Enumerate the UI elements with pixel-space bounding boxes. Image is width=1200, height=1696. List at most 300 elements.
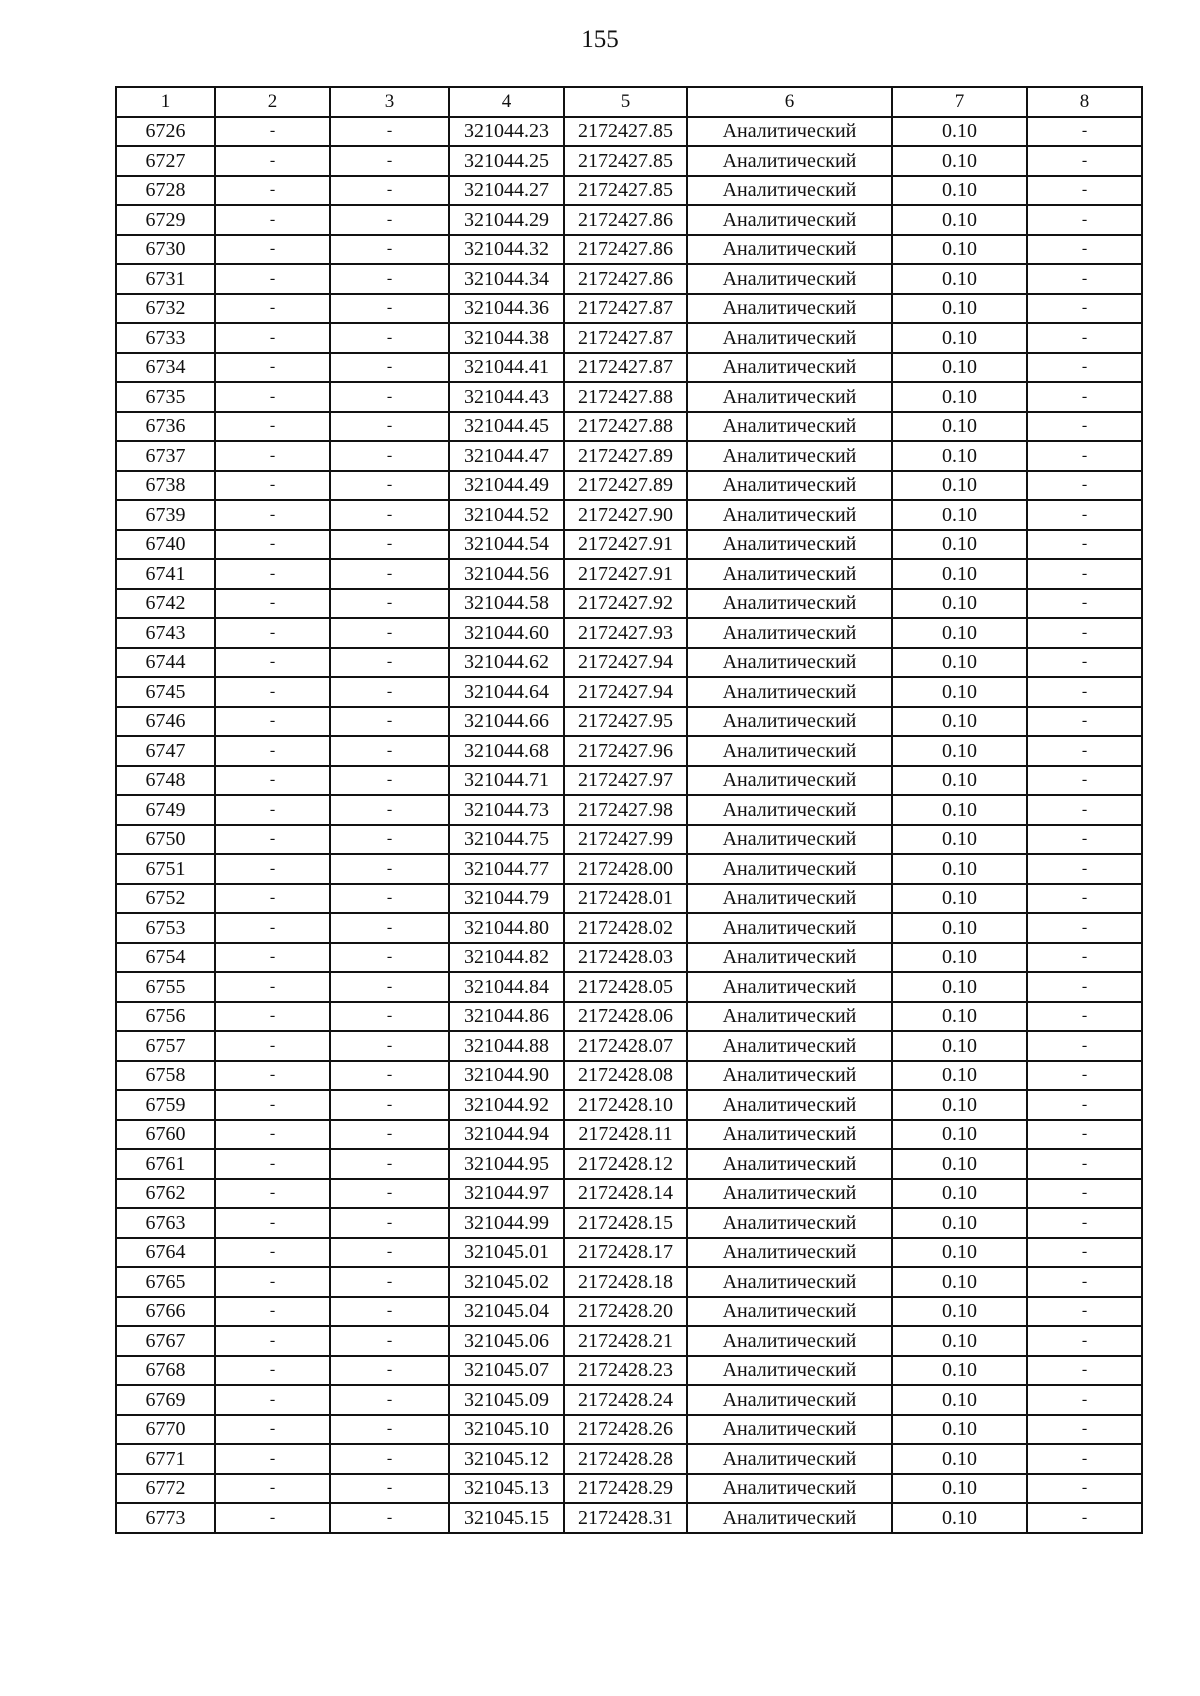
table-row [116, 618, 1142, 648]
table-cell: 2172427.94 [564, 648, 687, 678]
table-cell: 0.10 [892, 884, 1027, 914]
table-cell: - [215, 294, 330, 324]
table-cell: Аналитический [687, 1474, 892, 1504]
table-cell: 0.10 [892, 353, 1027, 383]
table-cell: 6742 [116, 589, 215, 619]
table-cell: - [1027, 1267, 1142, 1297]
column-header: 7 [892, 87, 1027, 117]
table-cell: 321044.82 [449, 943, 564, 973]
table-cell: - [1027, 441, 1142, 471]
table-cell: 2172427.97 [564, 766, 687, 796]
table-cell: Аналитический [687, 1503, 892, 1533]
table-cell: 321044.66 [449, 707, 564, 737]
table-cell: - [330, 1238, 449, 1268]
table-row [116, 1179, 1142, 1209]
table-cell: 0.10 [892, 648, 1027, 678]
table-cell: 2172427.87 [564, 353, 687, 383]
table-cell: 0.10 [892, 117, 1027, 147]
table-cell: - [215, 943, 330, 973]
table-cell: - [215, 441, 330, 471]
table-cell: 321044.92 [449, 1090, 564, 1120]
table-cell: 321044.36 [449, 294, 564, 324]
table-cell: 0.10 [892, 1356, 1027, 1386]
table-cell: 0.10 [892, 589, 1027, 619]
table-row [116, 1002, 1142, 1032]
table-cell: - [1027, 323, 1142, 353]
table-cell: - [1027, 707, 1142, 737]
table-cell: 321045.01 [449, 1238, 564, 1268]
table-row [116, 1061, 1142, 1091]
table-cell: - [330, 471, 449, 501]
table-cell: 0.10 [892, 1149, 1027, 1179]
table-row [116, 294, 1142, 324]
table-cell: 0.10 [892, 795, 1027, 825]
table-cell: 321045.02 [449, 1267, 564, 1297]
table-cell: 321045.10 [449, 1415, 564, 1445]
table-cell: 6745 [116, 677, 215, 707]
table-cell: 6734 [116, 353, 215, 383]
table-cell: - [215, 707, 330, 737]
table-cell: 2172428.17 [564, 1238, 687, 1268]
table-cell: - [330, 677, 449, 707]
table-cell: 2172427.89 [564, 441, 687, 471]
table-cell: - [215, 1503, 330, 1533]
table-cell: - [1027, 530, 1142, 560]
table-cell: 0.10 [892, 471, 1027, 501]
table-row [116, 205, 1142, 235]
table-cell: 2172428.15 [564, 1208, 687, 1238]
table-cell: 6728 [116, 176, 215, 206]
table-cell: - [330, 500, 449, 530]
table-cell: - [330, 1090, 449, 1120]
table-cell: - [1027, 884, 1142, 914]
table-cell: 321044.34 [449, 264, 564, 294]
table-cell: 321045.06 [449, 1326, 564, 1356]
table-cell: - [330, 441, 449, 471]
table-cell: 6761 [116, 1149, 215, 1179]
table-row [116, 972, 1142, 1002]
table-cell: 321044.38 [449, 323, 564, 353]
table-cell: - [330, 1474, 449, 1504]
table-body [116, 117, 1142, 1533]
table-cell: Аналитический [687, 353, 892, 383]
table-cell: - [215, 559, 330, 589]
table-cell: 0.10 [892, 264, 1027, 294]
table-cell: 321044.71 [449, 766, 564, 796]
table-cell: 2172428.14 [564, 1179, 687, 1209]
table-cell: Аналитический [687, 825, 892, 855]
table-row [116, 1385, 1142, 1415]
table-cell: - [1027, 1444, 1142, 1474]
table-cell: 6765 [116, 1267, 215, 1297]
table-cell: 2172427.90 [564, 500, 687, 530]
table-row [116, 1090, 1142, 1120]
table-cell: - [1027, 471, 1142, 501]
table-cell: - [330, 1120, 449, 1150]
column-header: 8 [1027, 87, 1142, 117]
table-cell: - [215, 176, 330, 206]
table-cell: Аналитический [687, 323, 892, 353]
table-row [116, 677, 1142, 707]
table-cell: - [1027, 1179, 1142, 1209]
table-cell: - [330, 1297, 449, 1327]
table-cell: 321044.45 [449, 412, 564, 442]
table-row [116, 500, 1142, 530]
table-cell: 6735 [116, 382, 215, 412]
table-cell: 0.10 [892, 146, 1027, 176]
table-cell: - [1027, 1385, 1142, 1415]
table-cell: - [1027, 1415, 1142, 1445]
table-cell: - [215, 618, 330, 648]
table-cell: 2172428.10 [564, 1090, 687, 1120]
table-cell: 6754 [116, 943, 215, 973]
table-row [116, 1120, 1142, 1150]
table-cell: 6755 [116, 972, 215, 1002]
column-header: 4 [449, 87, 564, 117]
table-cell: 2172427.93 [564, 618, 687, 648]
table-cell: 2172427.85 [564, 117, 687, 147]
table-row [116, 530, 1142, 560]
table-row [116, 382, 1142, 412]
table-cell: Аналитический [687, 1208, 892, 1238]
table-row [116, 1444, 1142, 1474]
table-cell: 321044.29 [449, 205, 564, 235]
table-cell: 6733 [116, 323, 215, 353]
table-cell: Аналитический [687, 412, 892, 442]
table-cell: - [215, 1061, 330, 1091]
table-cell: Аналитический [687, 766, 892, 796]
table-cell: Аналитический [687, 441, 892, 471]
table-cell: - [1027, 1120, 1142, 1150]
table-cell: - [215, 1031, 330, 1061]
table-cell: 2172428.05 [564, 972, 687, 1002]
column-header: 6 [687, 87, 892, 117]
table-row [116, 353, 1142, 383]
table-cell: - [330, 1356, 449, 1386]
table-cell: - [215, 884, 330, 914]
table-cell: Аналитический [687, 1238, 892, 1268]
table-cell: - [330, 353, 449, 383]
table-cell: 321044.97 [449, 1179, 564, 1209]
table-cell: - [215, 117, 330, 147]
table-cell: 2172427.86 [564, 235, 687, 265]
table-cell: - [330, 1444, 449, 1474]
table-row [116, 117, 1142, 147]
table-cell: 6762 [116, 1179, 215, 1209]
table-cell: 0.10 [892, 1208, 1027, 1238]
table-cell: 6769 [116, 1385, 215, 1415]
table-cell: 0.10 [892, 707, 1027, 737]
table-cell: 2172428.02 [564, 913, 687, 943]
table-cell: 2172427.96 [564, 736, 687, 766]
table-cell: - [1027, 795, 1142, 825]
table-cell: Аналитический [687, 795, 892, 825]
table-cell: - [215, 1090, 330, 1120]
table-cell: Аналитический [687, 146, 892, 176]
table-cell: Аналитический [687, 530, 892, 560]
table-cell: 321044.77 [449, 854, 564, 884]
table-row [116, 1031, 1142, 1061]
table-cell: 0.10 [892, 913, 1027, 943]
table-cell: - [215, 1474, 330, 1504]
table-row [116, 648, 1142, 678]
table-cell: - [215, 530, 330, 560]
table-cell: - [330, 825, 449, 855]
table-cell: 321044.32 [449, 235, 564, 265]
table-cell: 6764 [116, 1238, 215, 1268]
table-cell: - [215, 1444, 330, 1474]
table-cell: 0.10 [892, 176, 1027, 206]
table-cell: - [1027, 589, 1142, 619]
table-cell: Аналитический [687, 589, 892, 619]
table-cell: 0.10 [892, 500, 1027, 530]
table-cell: 321044.41 [449, 353, 564, 383]
table-cell: 321045.12 [449, 1444, 564, 1474]
table-cell: 0.10 [892, 1444, 1027, 1474]
table-cell: 0.10 [892, 530, 1027, 560]
table-cell: - [215, 500, 330, 530]
table-cell: - [330, 205, 449, 235]
table-cell: - [1027, 1061, 1142, 1091]
table-row [116, 264, 1142, 294]
table-cell: 6772 [116, 1474, 215, 1504]
table-cell: 2172427.86 [564, 264, 687, 294]
table-cell: 2172428.28 [564, 1444, 687, 1474]
table-cell: 6760 [116, 1120, 215, 1150]
table-cell: Аналитический [687, 1356, 892, 1386]
table-cell: 321045.04 [449, 1297, 564, 1327]
table-cell: - [215, 1208, 330, 1238]
table-cell: 0.10 [892, 1090, 1027, 1120]
table-cell: - [215, 913, 330, 943]
table-cell: 6753 [116, 913, 215, 943]
table-cell: Аналитический [687, 1120, 892, 1150]
table-cell: 6747 [116, 736, 215, 766]
table-cell: 6740 [116, 530, 215, 560]
table-cell: 2172427.92 [564, 589, 687, 619]
table-cell: - [330, 264, 449, 294]
table-cell: 0.10 [892, 382, 1027, 412]
column-header: 2 [215, 87, 330, 117]
table-cell: - [1027, 1238, 1142, 1268]
table-cell: - [1027, 943, 1142, 973]
table-cell: 321045.13 [449, 1474, 564, 1504]
table-cell: 2172428.00 [564, 854, 687, 884]
table-cell: Аналитический [687, 1385, 892, 1415]
table-cell: 0.10 [892, 1474, 1027, 1504]
table-cell: - [215, 382, 330, 412]
table-cell: 6732 [116, 294, 215, 324]
table-cell: - [330, 1415, 449, 1445]
table-cell: 0.10 [892, 677, 1027, 707]
table-row [116, 1415, 1142, 1445]
table-cell: - [1027, 235, 1142, 265]
table-cell: - [1027, 854, 1142, 884]
table-row [116, 1149, 1142, 1179]
column-header: 3 [330, 87, 449, 117]
table-cell: - [1027, 176, 1142, 206]
table-cell: - [330, 146, 449, 176]
table-cell: 321044.56 [449, 559, 564, 589]
table-cell: - [1027, 1326, 1142, 1356]
table-cell: 321044.94 [449, 1120, 564, 1150]
table-cell: - [330, 1061, 449, 1091]
table-row [116, 412, 1142, 442]
table-cell: - [330, 736, 449, 766]
table-cell: 0.10 [892, 412, 1027, 442]
table-cell: - [215, 766, 330, 796]
table-cell: 2172427.94 [564, 677, 687, 707]
table-cell: - [330, 795, 449, 825]
table-cell: 6737 [116, 441, 215, 471]
table-cell: 2172427.87 [564, 323, 687, 353]
table-cell: - [215, 677, 330, 707]
table-cell: - [1027, 825, 1142, 855]
table-cell: - [330, 1149, 449, 1179]
table-cell: - [215, 1267, 330, 1297]
table-cell: Аналитический [687, 1061, 892, 1091]
table-cell: Аналитический [687, 1031, 892, 1061]
table-cell: 0.10 [892, 854, 1027, 884]
table-cell: - [330, 884, 449, 914]
table-cell: - [1027, 1002, 1142, 1032]
table-row [116, 589, 1142, 619]
table-cell: 6746 [116, 707, 215, 737]
table-cell: - [1027, 264, 1142, 294]
table-cell: - [330, 1385, 449, 1415]
table-cell: - [330, 1208, 449, 1238]
table-cell: - [330, 1326, 449, 1356]
table-cell: - [215, 795, 330, 825]
table-cell: - [1027, 648, 1142, 678]
table-cell: 321045.09 [449, 1385, 564, 1415]
table-row [116, 943, 1142, 973]
table-cell: - [215, 264, 330, 294]
column-header: 1 [116, 87, 215, 117]
table-row [116, 1326, 1142, 1356]
table-cell: - [215, 1356, 330, 1386]
table-cell: - [330, 294, 449, 324]
table-cell: 2172428.20 [564, 1297, 687, 1327]
table-cell: Аналитический [687, 294, 892, 324]
table-cell: 2172427.99 [564, 825, 687, 855]
table-cell: Аналитический [687, 707, 892, 737]
table-cell: 0.10 [892, 943, 1027, 973]
table-cell: 0.10 [892, 766, 1027, 796]
table-cell: Аналитический [687, 943, 892, 973]
table-cell: 321044.68 [449, 736, 564, 766]
table-cell: 2172428.07 [564, 1031, 687, 1061]
table-cell: 2172428.21 [564, 1326, 687, 1356]
table-cell: 2172427.91 [564, 530, 687, 560]
table-cell: 6773 [116, 1503, 215, 1533]
table-cell: 6768 [116, 1356, 215, 1386]
table-row [116, 471, 1142, 501]
table-cell: - [1027, 1474, 1142, 1504]
table-cell: 0.10 [892, 1031, 1027, 1061]
table-cell: 0.10 [892, 1120, 1027, 1150]
table-cell: 0.10 [892, 1297, 1027, 1327]
table-row [116, 1267, 1142, 1297]
table-cell: - [330, 1002, 449, 1032]
table-row [116, 854, 1142, 884]
table-cell: - [1027, 500, 1142, 530]
table-cell: - [330, 323, 449, 353]
table-cell: 0.10 [892, 1002, 1027, 1032]
table-cell: 2172427.98 [564, 795, 687, 825]
table-cell: 0.10 [892, 1385, 1027, 1415]
table-cell: 321044.27 [449, 176, 564, 206]
table-cell: 2172428.11 [564, 1120, 687, 1150]
table-cell: 2172428.26 [564, 1415, 687, 1445]
table-cell: 2172428.29 [564, 1474, 687, 1504]
page-number: 155 [581, 26, 619, 53]
coordinates-table [115, 86, 1143, 1534]
table-cell: 6736 [116, 412, 215, 442]
table-cell: - [1027, 1208, 1142, 1238]
table-cell: 321044.25 [449, 146, 564, 176]
table-cell: 0.10 [892, 1238, 1027, 1268]
table-cell: 321044.90 [449, 1061, 564, 1091]
table-cell: - [330, 530, 449, 560]
table-cell: Аналитический [687, 117, 892, 147]
table-cell: Аналитический [687, 1002, 892, 1032]
table-cell: - [215, 589, 330, 619]
table-cell: - [1027, 146, 1142, 176]
table-cell: 321044.64 [449, 677, 564, 707]
table-row [116, 884, 1142, 914]
table-cell: 321044.47 [449, 441, 564, 471]
table-cell: - [330, 707, 449, 737]
table-cell: - [1027, 382, 1142, 412]
table-cell: 6771 [116, 1444, 215, 1474]
table-cell: - [1027, 412, 1142, 442]
table-cell: Аналитический [687, 677, 892, 707]
table-cell: 321044.79 [449, 884, 564, 914]
table-cell: - [1027, 1149, 1142, 1179]
table-cell: 0.10 [892, 825, 1027, 855]
table-cell: 0.10 [892, 1503, 1027, 1533]
table-cell: 321045.07 [449, 1356, 564, 1386]
table-cell: 321045.15 [449, 1503, 564, 1533]
table-cell: 0.10 [892, 323, 1027, 353]
table-cell: 6751 [116, 854, 215, 884]
table-cell: 0.10 [892, 441, 1027, 471]
table-cell: 0.10 [892, 1415, 1027, 1445]
table-cell: 6739 [116, 500, 215, 530]
table-row [116, 795, 1142, 825]
table-cell: - [1027, 294, 1142, 324]
table-cell: Аналитический [687, 1326, 892, 1356]
table-cell: - [1027, 559, 1142, 589]
table-cell: - [1027, 766, 1142, 796]
table-cell: - [1027, 736, 1142, 766]
table-row [116, 1297, 1142, 1327]
table-cell: - [215, 235, 330, 265]
table-cell: 2172428.31 [564, 1503, 687, 1533]
table-cell: Аналитический [687, 972, 892, 1002]
table-cell: 321044.95 [449, 1149, 564, 1179]
table-row [116, 146, 1142, 176]
table-cell: 6750 [116, 825, 215, 855]
table-cell: Аналитический [687, 1444, 892, 1474]
table-cell: 0.10 [892, 205, 1027, 235]
table-cell: - [1027, 1356, 1142, 1386]
table-cell: 321044.23 [449, 117, 564, 147]
table-cell: 0.10 [892, 559, 1027, 589]
table-cell: Аналитический [687, 205, 892, 235]
table-cell: 321044.75 [449, 825, 564, 855]
